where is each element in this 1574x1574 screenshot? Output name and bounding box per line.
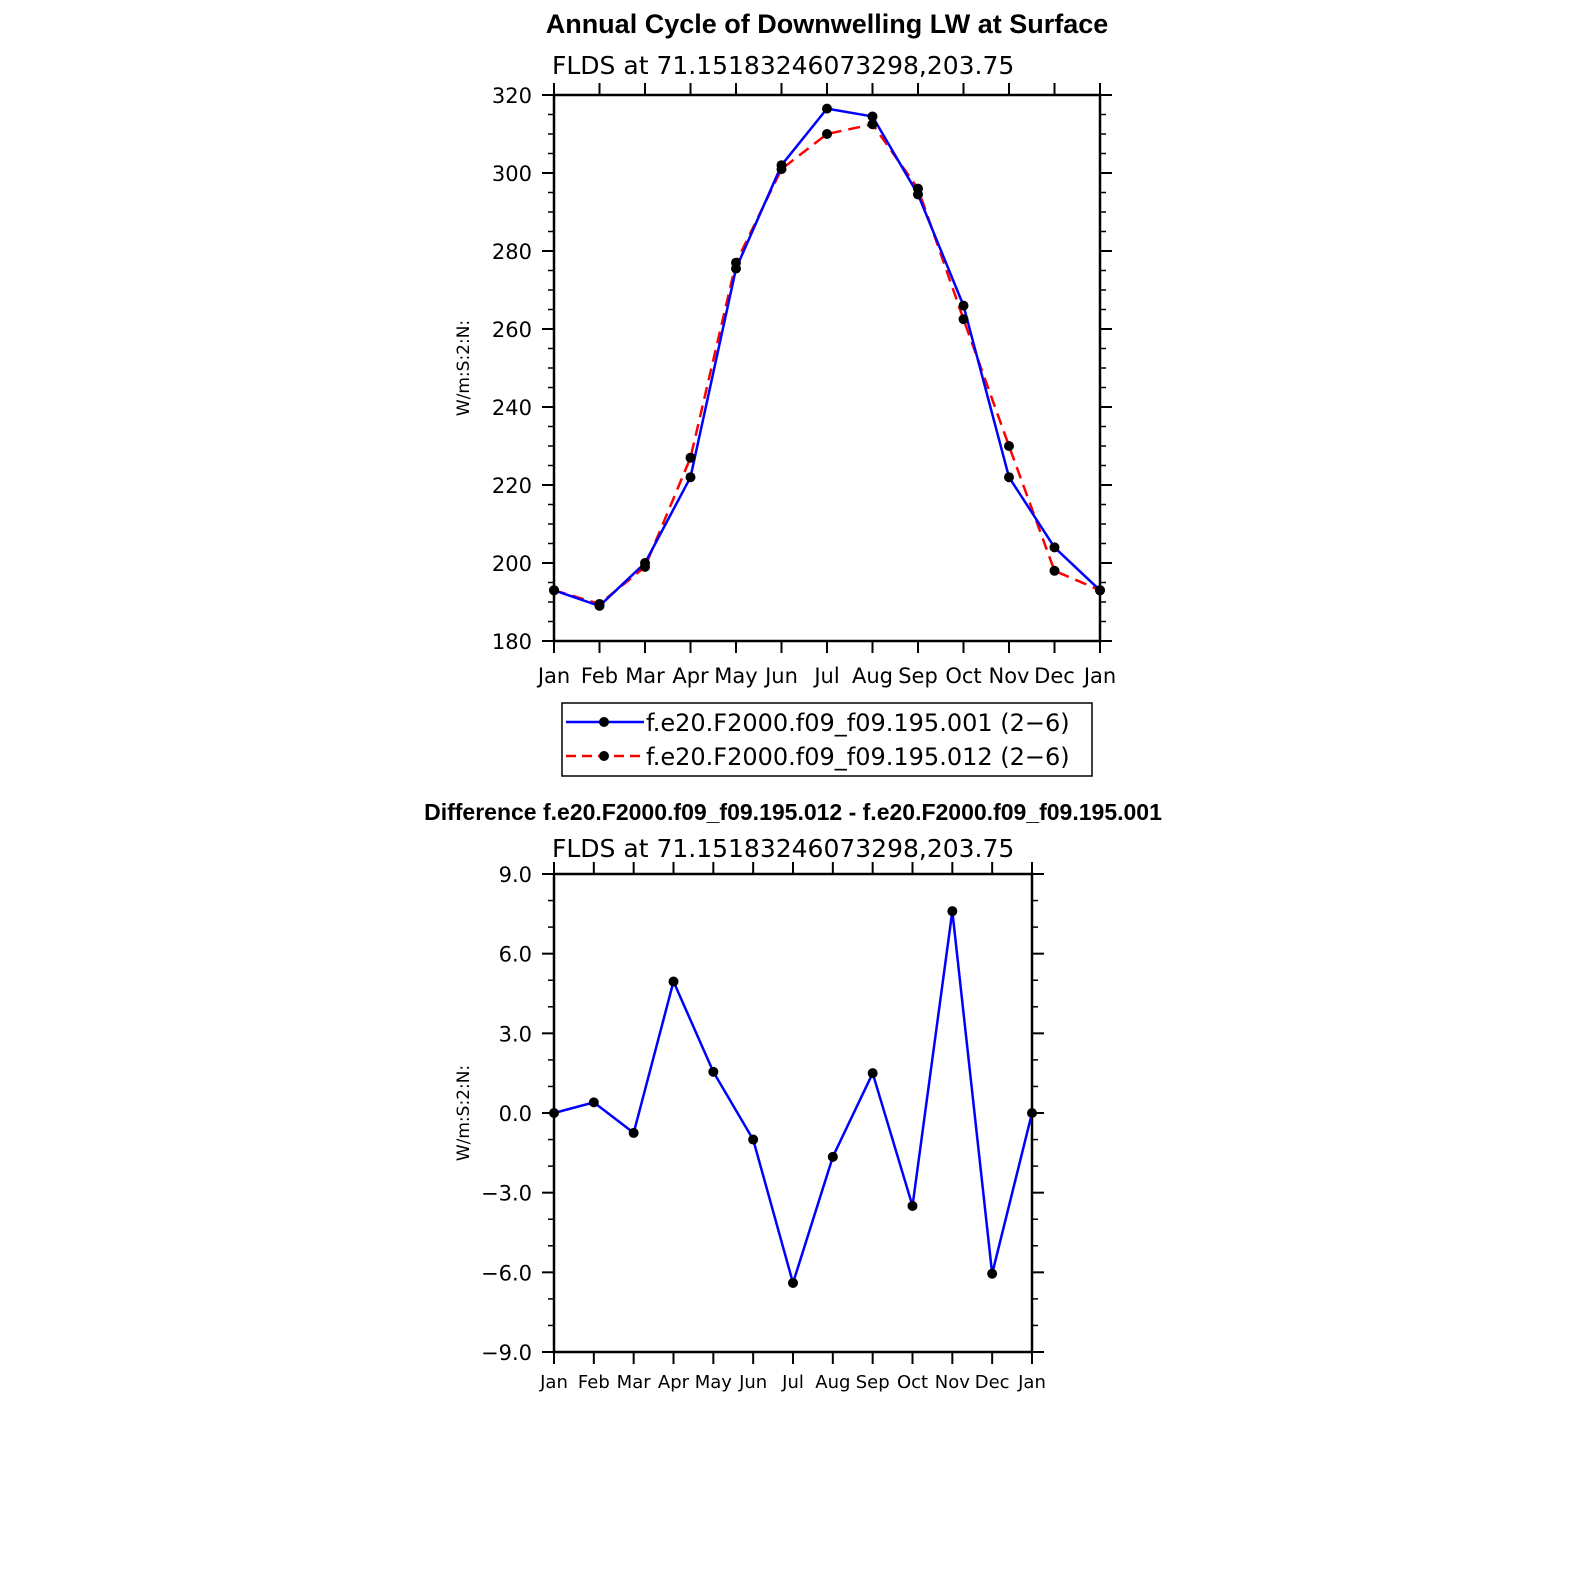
chart1-x-tick-label: Dec: [1034, 664, 1075, 688]
legend-label-series-2: f.e20.F2000.f09_f09.195.012 (2−6): [646, 743, 1070, 771]
chart2-y-axis-label: W/m:S:2:N:: [454, 1064, 474, 1162]
chart2-y-tick-label: 0.0: [498, 1102, 532, 1126]
chart2-x-tick-label: Jan: [1018, 1372, 1046, 1393]
chart2-series-1-point: [1027, 1108, 1037, 1118]
chart1-series-2-point: [913, 184, 923, 194]
chart1-y-tick-label: 240: [491, 396, 532, 420]
chart2-title: Difference f.e20.F2000.f09_f09.195.012 - f.e20.F2000.f09_f09.195.001: [424, 799, 1162, 825]
chart1-series-2-line: [554, 124, 1100, 604]
chart1-frame: [554, 95, 1100, 641]
chart2-x-tick-label: Jul: [782, 1372, 804, 1393]
chart1-title: Annual Cycle of Downwelling LW at Surface: [545, 9, 1109, 39]
chart1-series-2-point: [822, 129, 832, 139]
chart1-y-tick-label: 220: [491, 474, 532, 498]
chart2-x-tick-label: Feb: [577, 1372, 610, 1393]
chart2-y-tick-label: 6.0: [498, 942, 532, 967]
chart1-x-tick-label: Nov: [988, 664, 1030, 688]
chart1-x-tick-label: Oct: [945, 664, 982, 688]
chart1-x-tick-label: Mar: [625, 664, 665, 688]
legend-marker-series-2: [599, 751, 609, 761]
chart1-x-tick-label: Sep: [898, 664, 938, 688]
annual-cycle-chart: [454, 9, 1116, 776]
difference-chart: [424, 799, 1162, 1393]
chart2-x-tick-label: Nov: [934, 1372, 970, 1393]
chart1-x-tick-label: Jan: [537, 664, 571, 688]
chart1-x-tick-label: Jul: [814, 664, 840, 688]
chart1-series-2-point: [1004, 441, 1014, 451]
chart1-series-1-point: [1050, 542, 1060, 552]
chart2-x-tick-label: Mar: [616, 1372, 651, 1393]
chart1-y-tick-label: 260: [491, 318, 532, 342]
chart2-y-tick-label: −3.0: [481, 1181, 532, 1206]
chart1-x-tick-label: Apr: [672, 664, 709, 688]
chart2-series-1-point: [908, 1201, 918, 1211]
chart2-series-1-point: [629, 1128, 639, 1138]
chart1-subtitle: FLDS at 71.15183246073298,203.75: [552, 51, 1015, 80]
chart2-series-1-point: [788, 1278, 798, 1288]
chart2-series-1-point: [828, 1152, 838, 1162]
chart1-series-2-point: [959, 314, 969, 324]
chart1-y-tick-label: 320: [491, 84, 532, 108]
chart2-x-tick-label: Oct: [896, 1372, 929, 1393]
chart2-y-tick-label: 3.0: [498, 1022, 532, 1047]
chart2-series-1-line: [554, 911, 1032, 1283]
legend-label-series-1: f.e20.F2000.f09_f09.195.001 (2−6): [646, 709, 1070, 737]
chart1-x-tick-label: Feb: [580, 664, 619, 688]
chart2-series-1-point: [987, 1269, 997, 1279]
chart2-x-tick-label: Sep: [855, 1372, 890, 1393]
chart1-y-tick-label: 280: [491, 240, 532, 264]
chart2-subtitle: FLDS at 71.15183246073298,203.75: [552, 834, 1015, 863]
chart1-series-1-point: [959, 301, 969, 311]
chart2-series-1-point: [669, 977, 679, 987]
chart1-x-tick-label: Jan: [1083, 664, 1117, 688]
chart2-x-tick-label: Apr: [657, 1372, 690, 1393]
chart2-series-1-point: [589, 1097, 599, 1107]
chart1-series-2-point: [549, 585, 559, 595]
chart1-y-tick-label: 180: [491, 630, 532, 654]
chart2-x-tick-label: Dec: [974, 1372, 1010, 1393]
chart1-series-1-point: [822, 104, 832, 114]
chart2-series-1-point: [947, 906, 957, 916]
chart2-series-1-point: [549, 1108, 559, 1118]
chart2-series-1-point: [868, 1068, 878, 1078]
chart2-x-tick-label: Jan: [540, 1372, 568, 1393]
legend-marker-series-1: [599, 717, 609, 727]
chart1-series-2-point: [868, 119, 878, 129]
chart1-series-2-point: [1050, 566, 1060, 576]
chart2-y-tick-label: −6.0: [481, 1261, 532, 1286]
chart2-series: [549, 906, 1037, 1288]
chart1-series-1-point: [1004, 472, 1014, 482]
chart2-x-tick-label: Aug: [815, 1372, 851, 1393]
chart1-series-2-point: [777, 164, 787, 174]
chart1-series-1-point: [686, 472, 696, 482]
chart2-axes: [481, 862, 1046, 1393]
chart2-y-tick-label: 9.0: [498, 863, 532, 887]
chart1-series-1-line: [554, 109, 1100, 606]
chart1-series-2-point: [686, 453, 696, 463]
chart1-x-tick-label: Aug: [851, 664, 894, 688]
chart1-series-2-point: [1095, 585, 1105, 595]
chart1-axes: [492, 83, 1116, 688]
chart2-x-tick-label: May: [694, 1372, 732, 1393]
chart1-legend: [562, 703, 1092, 776]
chart1-series: [549, 104, 1105, 611]
chart1-series-2-point: [731, 258, 741, 268]
chart1-x-tick-label: Jun: [765, 664, 798, 688]
chart2-x-tick-label: Jun: [739, 1372, 768, 1393]
chart2-series-1-point: [708, 1067, 718, 1077]
chart2-series-1-point: [748, 1135, 758, 1145]
chart1-series-2-point: [595, 599, 605, 609]
chart2-y-tick-label: −9.0: [481, 1341, 532, 1365]
chart1-y-axis-label: W/m:S:2:N:: [454, 319, 474, 417]
chart1-series-2-point: [640, 562, 650, 572]
chart1-x-tick-label: May: [714, 664, 758, 688]
chart1-y-tick-label: 200: [491, 552, 532, 576]
chart1-y-tick-label: 300: [491, 162, 532, 186]
